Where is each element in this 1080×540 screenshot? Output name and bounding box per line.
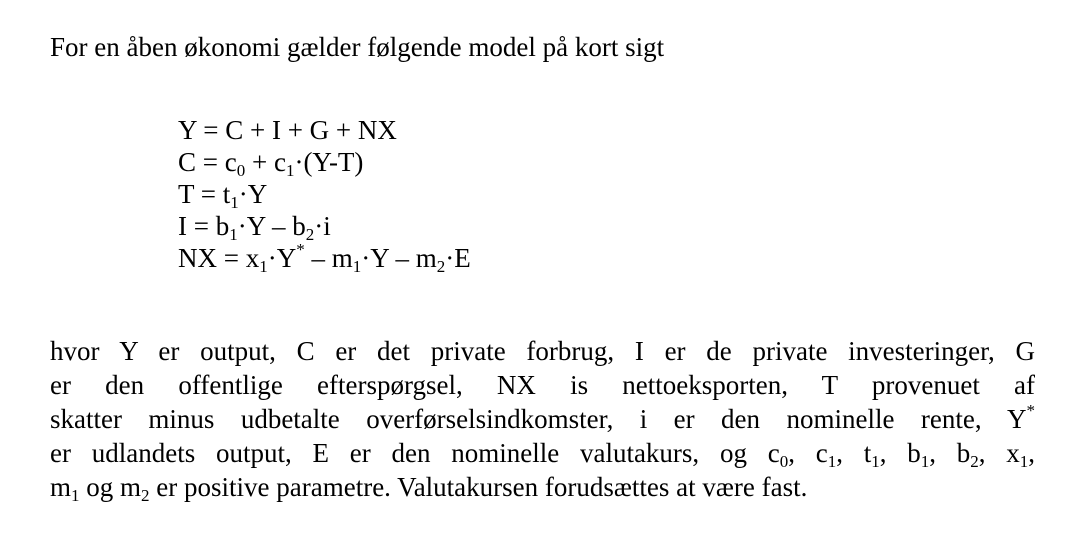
intro-text: For en åben økonomi gælder følgende model på kort sigt [50,32,665,62]
paragraph-line: er udlandets output, E er den nominelle valutakurs, og $c_0$, $c_1$, $t_1$, $b_1$, $b_2$, $x_1$, [50,438,1035,471]
paragraph-line: $m_1$ og $m_2$ er positive parametre. Valutakursen forudsættes at være fast. [50,472,808,505]
equation-line: Y = C + I + G + NX [178,115,397,145]
definitions-paragraph [50,334,1035,504]
model-equations [178,114,471,274]
equation-line: $C = c_0 + c_1\cdot(Y-T)$ [178,147,364,180]
paragraph-line: er den offentlige efterspørgsel, NX is nettoeksporten, T provenuet af [50,370,1035,400]
equation-line: $I = b_1\cdot Y - b_2\cdot i$ [178,211,331,244]
paragraph-line: skatter minus udbetalte overførselsindkomster, i er den nominelle rente, Y* [50,401,1035,434]
equation-line: $T = t_1\cdot Y$ [178,179,268,212]
paragraph-line: hvor Y er output, C er det private forbrug, I er de private investeringer, G [50,336,1035,366]
equation-line: NX = $x_1\cdot Y^* - m_1\cdot Y - m_2\cdot E$ [178,240,471,276]
